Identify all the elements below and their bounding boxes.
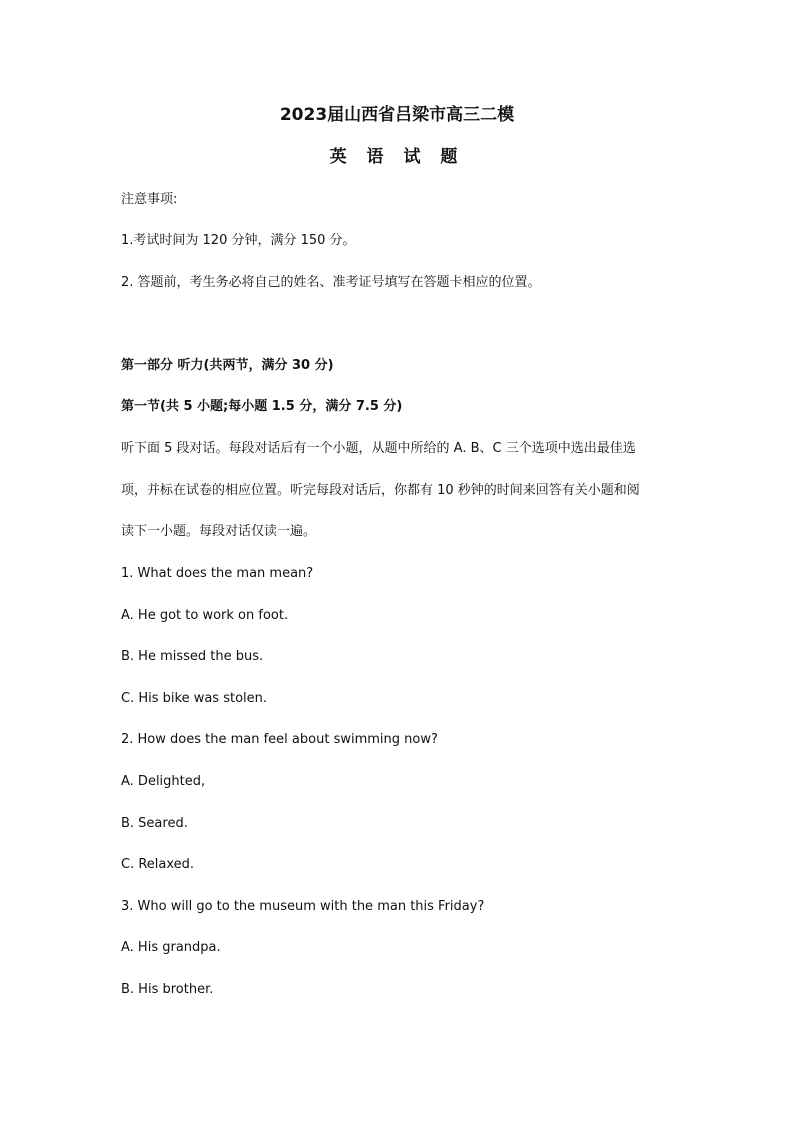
question-3-option-a: A. His grandpa. bbox=[121, 940, 221, 955]
note-item-1: 1.考试时间为 120 分钟，满分 150 分。 bbox=[121, 233, 356, 248]
instruction-line-1: 听下面 5 段对话。每段对话后有一个小题，从题中所给的 A. B、C 三个选项中选出最佳选 bbox=[121, 441, 636, 456]
question-3-option-b: B. His brother. bbox=[121, 982, 214, 997]
question-2-stem: 2. How does the man feel about swimming now? bbox=[121, 732, 438, 747]
question-1-option-a: A. He got to work on foot. bbox=[121, 608, 289, 623]
question-1-option-b: B. He missed the bus. bbox=[121, 649, 264, 664]
part1-heading: 第一部分 听力(共两节，满分 30 分) bbox=[121, 358, 334, 373]
note-item-2: 2. 答题前，考生务必将自己的姓名、准考证号填写在答题卡相应的位置。 bbox=[121, 275, 541, 290]
section1-heading: 第一节(共 5 小题;每小题 1.5 分，满分 7.5 分) bbox=[121, 399, 403, 414]
instruction-line-2: 项，并标在试卷的相应位置。听完每段对话后，你都有 10 秒钟的时间来回答有关小题和阅 bbox=[121, 483, 640, 498]
notes-heading: 注意事项: bbox=[121, 192, 178, 207]
exam-subject: 英 语 试 题 bbox=[329, 147, 465, 167]
instruction-line-3: 读下一小题。每段对话仅读一遍。 bbox=[121, 524, 317, 539]
question-2-option-c: C. Relaxed. bbox=[121, 857, 195, 872]
question-1-stem: 1. What does the man mean? bbox=[121, 566, 314, 581]
question-3-stem: 3. Who will go to the museum with the man this Friday? bbox=[121, 899, 485, 914]
question-1-option-c: C. His bike was stolen. bbox=[121, 691, 268, 706]
question-2-option-b: B. Seared. bbox=[121, 816, 188, 831]
exam-title: 2023届山西省吕梁市高三二模 bbox=[279, 105, 515, 125]
question-2-option-a: A. Delighted, bbox=[121, 774, 206, 789]
